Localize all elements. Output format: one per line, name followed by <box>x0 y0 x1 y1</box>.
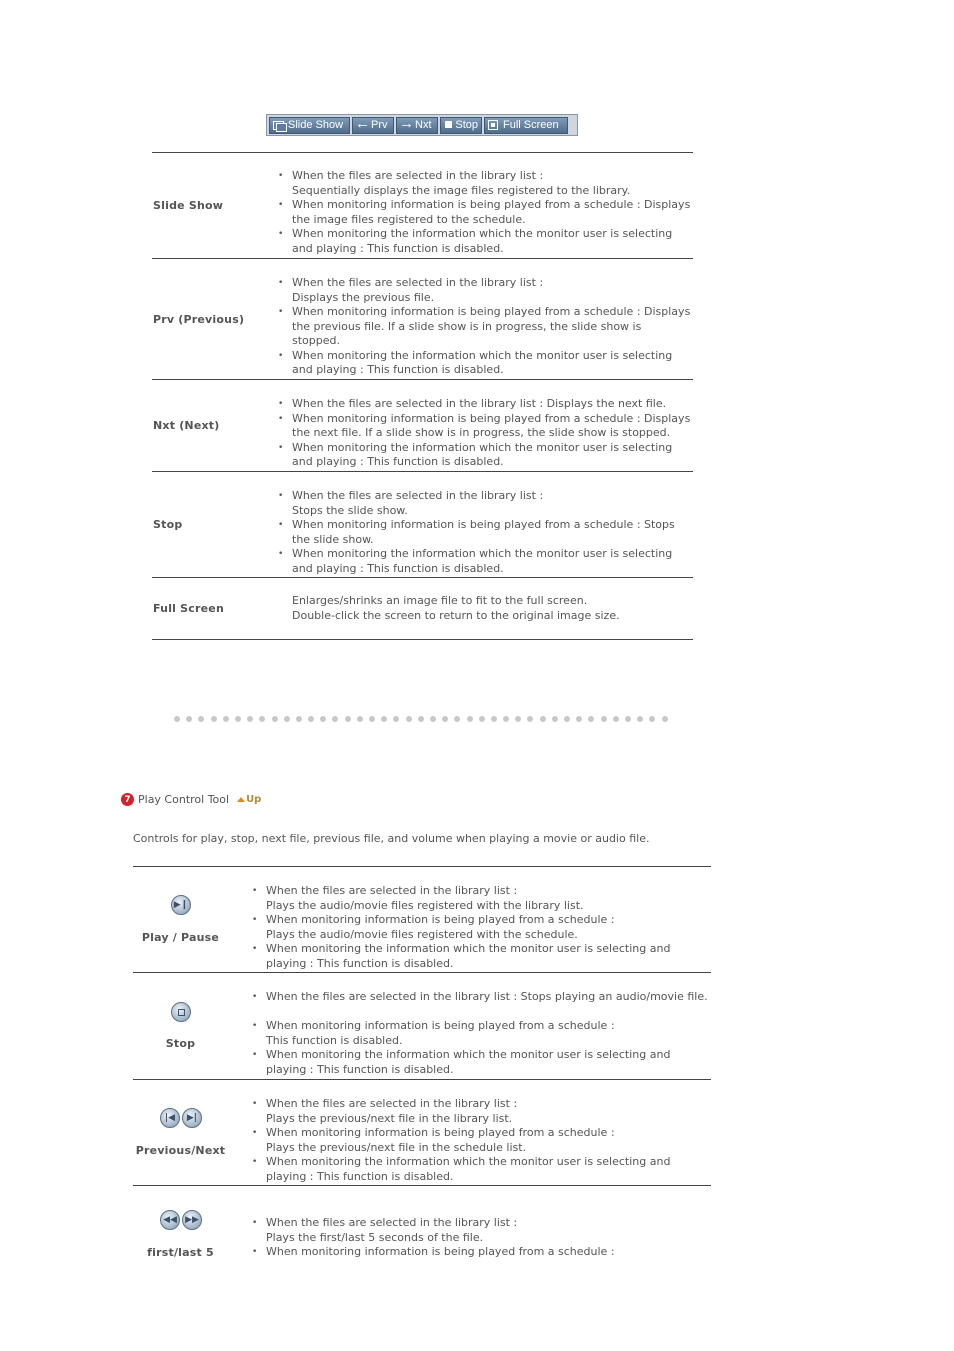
stop-square-icon <box>444 120 452 130</box>
slide-show-label: Slide Show <box>288 119 344 131</box>
list-item: • When monitoring the information which the monitor user is selecting and <box>266 1155 706 1170</box>
row-label-previous-next: Previous/Next <box>135 1144 226 1157</box>
dotted-separator <box>174 716 674 722</box>
list-item: • When monitoring information is being played from a schedule : Stops <box>292 518 692 533</box>
nxt-label: Nxt <box>415 119 432 131</box>
stop-label: Stop <box>455 119 478 131</box>
row-desc-play-pause: • When the files are selected in the library list : Plays the audio/movie files registered with the library list. • When monitoring information is being played from a schedule : Plays the audio/movie files registered with the schedule. • When monitoring the information which the monitor user is selecting and playing : This function is disabled. <box>266 884 706 971</box>
row-label-play-pause: Play / Pause <box>141 931 220 944</box>
list-item: • When the files are selected in the library list : <box>292 276 692 291</box>
prv-button[interactable] <box>352 117 394 134</box>
list-item: • When monitoring information is being played from a schedule : <box>266 1126 706 1141</box>
row-label-stop: Stop <box>153 518 183 531</box>
table1-rule <box>152 577 693 578</box>
up-link-label: Up <box>246 794 262 805</box>
play-pause-icon: ▶❙ <box>171 895 191 915</box>
list-item: • When the files are selected in the library list : <box>292 489 692 504</box>
row-desc-previous-next: • When the files are selected in the library list : Plays the previous/next file in the library list. • When monitoring information is being played from a schedule : Plays the previous/next file in the schedule list. • When monitoring the information which the monitor user is selecting and playing : This function is disabled. <box>266 1097 706 1184</box>
fast-forward-icon: ▶▶ <box>182 1210 202 1230</box>
prv-label: Prv <box>371 119 388 131</box>
row-label-prv: Prv (Previous) <box>153 313 245 326</box>
full-screen-icon <box>488 120 500 130</box>
slide-show-button[interactable] <box>269 117 350 134</box>
row-desc-prv: • When the files are selected in the library list : Displays the previous file. • When monitoring information is being played from a schedule : Displays the previous file. If a slide show is in progress, the slide show is stopped. • When monitoring the information which the monitor user is selecting and playing : This function is disabled. <box>292 276 692 378</box>
table2-rule <box>133 866 711 867</box>
table2-rule <box>133 972 711 973</box>
full-screen-label: Full Screen <box>503 119 559 131</box>
list-item: • When monitoring information is being played from a schedule : <box>266 1245 706 1260</box>
row-label-stop-2: Stop <box>165 1037 196 1050</box>
stop-icon <box>171 1002 191 1022</box>
stop-button[interactable] <box>440 117 482 134</box>
row-desc-slide-show: • When the files are selected in the library list : Sequentially displays the image files registered to the library. • When monitoring information is being played from a schedule : Displays the image files registered to the schedule. • When monitoring the information which the monitor user is selecting and playing : This function is disabled. <box>292 169 692 256</box>
nxt-button[interactable] <box>396 117 438 134</box>
table1-rule <box>152 152 693 153</box>
rewind-icon: ◀◀ <box>160 1210 180 1230</box>
list-item: • When monitoring information is being played from a schedule : Displays <box>292 412 692 427</box>
up-arrow-icon <box>237 797 245 802</box>
full-screen-button[interactable] <box>484 117 568 134</box>
list-item: • When the files are selected in the library list : <box>292 169 692 184</box>
section-intro: Controls for play, stop, next file, previous file, and volume when playing a movie or audio file. <box>133 832 650 845</box>
section-heading <box>121 793 261 806</box>
row-desc-stop: • When the files are selected in the library list : Stops the slide show. • When monitoring information is being played from a schedule : Stops the slide show. • When monitoring the information which the monitor user is selecting and playing : This function is disabled. <box>292 489 692 576</box>
list-item: • When monitoring the information which the monitor user is selecting <box>292 441 692 456</box>
table2-rule <box>133 1079 711 1080</box>
list-item: • When monitoring the information which the monitor user is selecting and <box>266 1048 711 1063</box>
table1-rule <box>152 258 693 259</box>
list-item: • When the files are selected in the library list : Stops playing an audio/movie file. <box>266 990 711 1005</box>
section-number-badge: 7 <box>121 793 134 806</box>
list-item: • When the files are selected in the library list : <box>266 1097 706 1112</box>
list-item: • When the files are selected in the library list : Displays the next file. <box>292 397 692 412</box>
row-desc-stop-2: • When the files are selected in the library list : Stops playing an audio/movie file. • When monitoring information is being played from a schedule : This function is disabled. • When monitoring the information which the monitor user is selecting and playing : This function is disabled. <box>266 990 711 1077</box>
list-item: • When monitoring information is being played from a schedule : <box>266 1019 711 1034</box>
previous-icon: |◀ <box>160 1108 180 1128</box>
list-item: • When the files are selected in the library list : <box>266 1216 706 1231</box>
arrow-left-icon <box>356 120 368 130</box>
up-link[interactable] <box>237 794 261 805</box>
list-item: • When monitoring the information which the monitor user is selecting <box>292 349 692 364</box>
table2-rule <box>133 1185 711 1186</box>
list-item: • When monitoring the information which the monitor user is selecting <box>292 547 692 562</box>
row-label-first-last-5: first/last 5 <box>147 1246 214 1259</box>
next-icon: ▶| <box>182 1108 202 1128</box>
arrow-right-icon <box>400 120 412 130</box>
list-item: • When monitoring information is being played from a schedule : <box>266 913 706 928</box>
table1-rule <box>152 379 693 380</box>
row-desc-first-last-5: • When the files are selected in the library list : Plays the first/last 5 seconds of the file. • When monitoring information is being played from a schedule : <box>266 1216 706 1260</box>
row-label-nxt: Nxt (Next) <box>153 419 220 432</box>
row-label-slide-show: Slide Show <box>153 199 224 212</box>
list-item: • When monitoring the information which the monitor user is selecting and <box>266 942 706 957</box>
row-desc-nxt: • When the files are selected in the library list : Displays the next file. • When monitoring information is being played from a schedule : Displays the next file. If a slide show is in progress, the slide show is stopped. • When monitoring the information which the monitor user is selecting and playing : This function is disabled. <box>292 397 692 470</box>
list-item: • When monitoring information is being played from a schedule : Displays <box>292 198 692 213</box>
row-label-full-screen: Full Screen <box>153 602 224 615</box>
viewer-toolbar <box>266 114 578 136</box>
section-title: Play Control Tool <box>138 793 230 806</box>
row-desc-full-screen: Enlarges/shrinks an image file to fit to the full screen. Double-click the screen to return to the original image size. <box>292 594 620 622</box>
slides-icon <box>273 120 285 130</box>
table1-rule <box>152 639 693 640</box>
list-item: • When the files are selected in the library list : <box>266 884 706 899</box>
list-item: • When monitoring information is being played from a schedule : Displays <box>292 305 692 320</box>
table1-rule <box>152 471 693 472</box>
list-item: • When monitoring the information which the monitor user is selecting <box>292 227 692 242</box>
